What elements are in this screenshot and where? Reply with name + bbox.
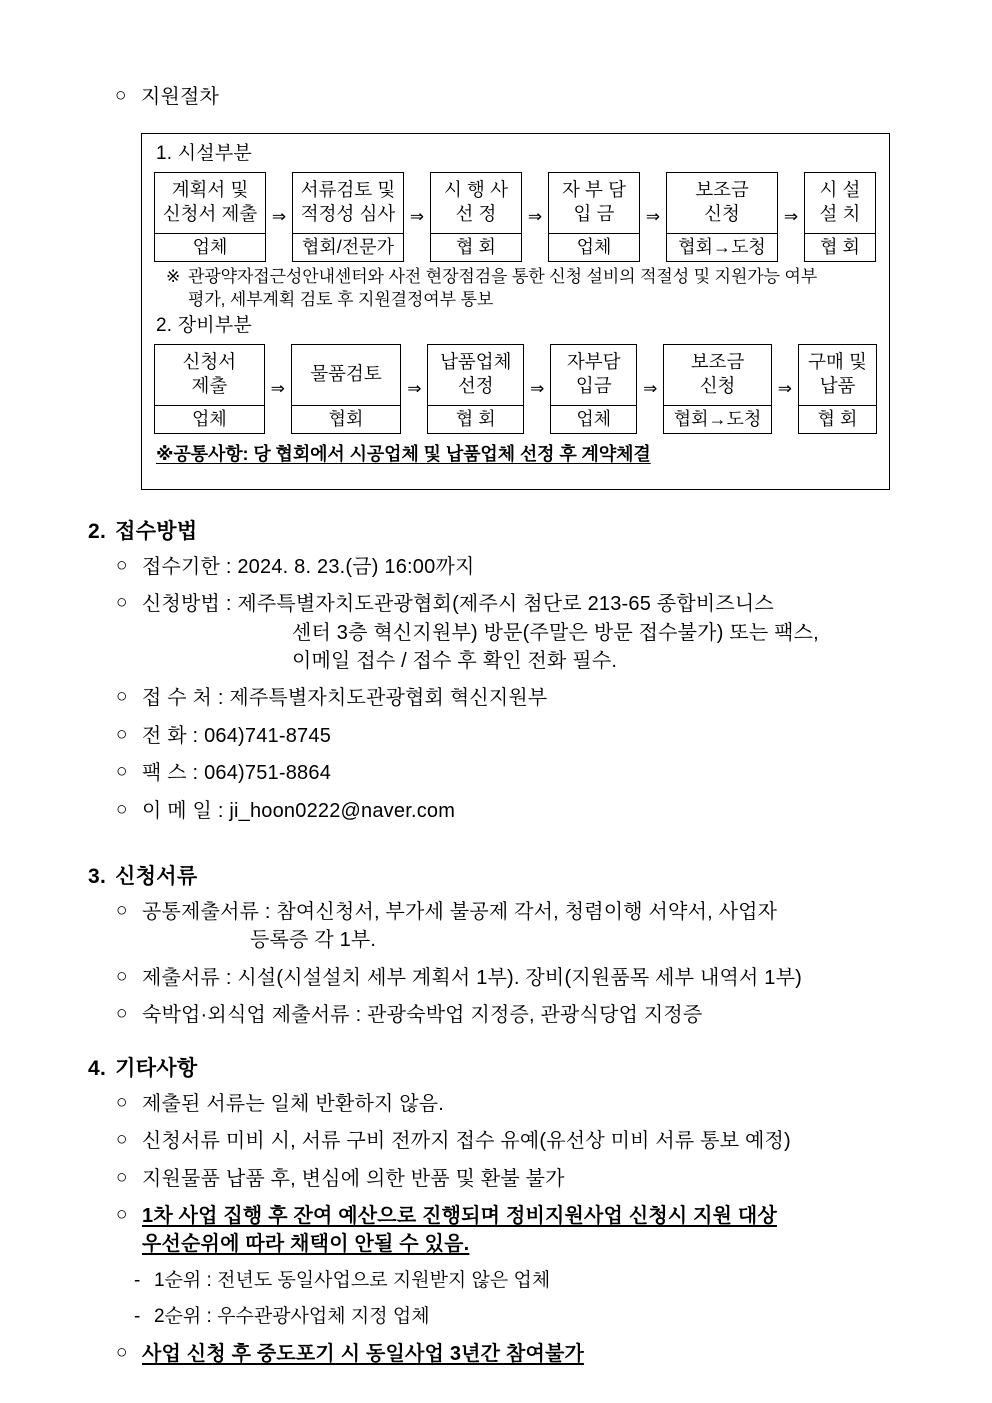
flow-step-box: [292, 172, 404, 263]
apply-method-line2: 센터 3층 혁신지원부) 방문(주말은 방문 접수불가) 또는 팩스,: [292, 621, 819, 644]
flow-step-line1: 시 설: [819, 179, 861, 201]
section4-items: [88, 1090, 968, 1368]
flow-step-title: [293, 173, 403, 234]
flow-step-title: [155, 173, 265, 234]
section3-title: 신청서류: [115, 865, 198, 888]
flow-step-actor: 협 회: [456, 236, 496, 257]
priority-notice-line2: 우선순위에 따라 채택이 안될 수 있음.: [142, 1233, 470, 1256]
list-item: [88, 1090, 968, 1118]
common-documents-line1: 공통제출서류 : 참여신청서, 부가세 불공제 각서, 청렴이행 서약서, 사업자: [142, 900, 778, 923]
flow-step-box: [798, 344, 877, 435]
apply-method-line3: 이메일 접수 / 접수 후 확인 전화 필수.: [292, 649, 618, 672]
list-item: [88, 684, 958, 712]
flow-step-title: [292, 345, 401, 406]
circle-bullet-icon: ○: [116, 1002, 128, 1024]
circle-bullet-icon: ○: [116, 1129, 128, 1151]
circle-bullet-icon: ○: [116, 723, 128, 745]
section2-number: 2.: [88, 520, 107, 543]
flow-step-line1: 자 부 담: [562, 179, 626, 201]
flow-step-line2: 입금: [575, 375, 612, 397]
arrow-right-icon: ⇒: [409, 207, 425, 226]
flow-step-line2: 신청: [704, 203, 740, 225]
phone-text: 전 화 : 064)741-8745: [142, 724, 332, 747]
apply-method-line1: 신청방법 : 제주특별자치도관광협회(제주시 첨단로 213-65 종합비즈니스: [142, 593, 774, 616]
flow-step-line1: 계획서 및: [171, 179, 249, 201]
list-item: [88, 1202, 968, 1259]
list-item: [88, 797, 958, 825]
flow-step-box: [663, 344, 772, 435]
circle-bullet-icon: ○: [115, 85, 127, 106]
flow-step-line1: 물품검토: [310, 363, 382, 385]
section-application-method: [88, 517, 958, 834]
list-item: [88, 964, 958, 992]
section3-heading: [88, 862, 958, 892]
flow-step-box: [550, 344, 637, 435]
flow-step-box: [804, 172, 876, 263]
flow-step-actor: 업체: [576, 236, 612, 257]
arrow-right-icon: ⇒: [530, 379, 545, 399]
arrow-right-icon: ⇒: [271, 207, 287, 226]
facility-flow-row: [154, 172, 877, 263]
fax-text: 팩 스 : 064)751-8864: [142, 762, 332, 785]
flow-step-line1: 자부담: [566, 351, 621, 373]
circle-bullet-icon: ○: [116, 1341, 128, 1363]
email-text: 이 메 일 : ji_hoon0222@naver.com: [142, 799, 456, 822]
list-item: [88, 1268, 968, 1295]
list-item: [88, 898, 958, 955]
list-item: [88, 759, 958, 787]
equipment-flow-row: [154, 344, 877, 435]
no-refund-text: 지원물품 납품 후, 변심에 의한 반품 및 환불 불가: [142, 1167, 565, 1190]
deadline-text: 접수기한 : 2024. 8. 23.(금) 16:00까지: [142, 555, 475, 578]
flow-step-line1: 납품업체: [440, 351, 512, 373]
arrow-right-icon: ⇒: [645, 207, 661, 226]
circle-bullet-icon: ○: [116, 1091, 128, 1113]
section4-heading: [88, 1054, 968, 1084]
facility-note: [166, 266, 877, 312]
circle-bullet-icon: ○: [116, 592, 128, 614]
flow-step-actor: 업체: [576, 408, 612, 429]
arrow-right-icon: ⇒: [407, 379, 422, 399]
flow-step-line1: 신청서: [182, 351, 237, 373]
list-item: [88, 590, 958, 675]
facility-note-line1: 관광약자접근성안내센터와 사전 현장점검을 통한 신청 설비의 적절성 및 지원가능 여부: [188, 267, 818, 287]
arrow-right-icon: ⇒: [643, 379, 658, 399]
dash-bullet-icon: -: [134, 1305, 141, 1327]
flow-step-line1: 보조금: [695, 179, 749, 201]
facility-section-title: 1. 시설부분: [156, 143, 252, 164]
circle-bullet-icon: ○: [116, 1203, 128, 1225]
arrow-right-icon: ⇒: [527, 207, 543, 226]
circle-bullet-icon: ○: [116, 965, 128, 987]
flow-step-actor: 협회→도청: [678, 236, 766, 257]
arrow-right-icon: ⇒: [783, 207, 799, 226]
flow-step-title: [155, 345, 264, 406]
flow-step-actor: 협회→도청: [673, 408, 762, 429]
circle-bullet-icon: ○: [116, 761, 128, 783]
flow-step-line2: 선 정: [455, 203, 497, 225]
circle-bullet-icon: ○: [116, 798, 128, 820]
procedure-flow-frame: [141, 133, 890, 490]
priority-notice-text: [142, 1202, 968, 1259]
section2-title: 접수방법: [115, 520, 198, 543]
list-item: [88, 1127, 968, 1155]
flow-step-box: [154, 344, 265, 435]
common-documents-line2: 등록증 각 1부.: [250, 929, 377, 952]
equipment-section-title: 2. 장비부분: [156, 315, 252, 337]
list-item: [88, 1165, 968, 1193]
section4-number: 4.: [88, 1057, 107, 1080]
priority-notice-line1: 1차 사업 집행 후 잔여 예산으로 진행되며 정비지원사업 신청시 지원 대상: [142, 1204, 777, 1227]
flow-step-line2: 입 금: [573, 203, 615, 225]
section2-items: [88, 553, 958, 825]
priority-2-text: 2순위 : 우수관광사업체 지정 업체: [154, 1305, 430, 1327]
flow-step-box: [154, 172, 266, 263]
flow-step-actor: 협회: [328, 408, 364, 429]
flow-step-line1: 시 행 사: [444, 179, 508, 201]
circle-bullet-icon: ○: [116, 899, 128, 921]
flow-step-title: [431, 173, 521, 234]
bullet-row: [115, 83, 219, 111]
incomplete-documents-text: 신청서류 미비 시, 서류 구비 전까지 접수 유예(유선상 미비 서류 통보 예정): [142, 1130, 791, 1153]
flow-step-title: [664, 345, 771, 406]
flow-step-actor: 협 회: [455, 408, 496, 429]
flow-step-actor: 업체: [191, 408, 227, 429]
facility-note-text: [188, 266, 877, 312]
common-note-text: ※공통사항: 당 협회에서 시공업체 및 납품업체 선정 후 계약체결: [156, 444, 651, 465]
flow-step-box: [548, 172, 640, 263]
flow-step-line1: 구매 및: [808, 351, 867, 373]
section2-heading: [88, 517, 958, 547]
section3-number: 3.: [88, 865, 107, 888]
circle-bullet-icon: ○: [116, 554, 128, 576]
submission-documents-text: 제출서류 : 시설(시설설치 세부 계획서 1부). 장비(지원품목 세부 내역서 1부): [142, 966, 802, 989]
flow-step-box: [666, 172, 778, 263]
dash-bullet-icon: -: [134, 1269, 141, 1291]
list-item: [88, 1304, 968, 1331]
flow-step-line1: 서류검토 및: [300, 179, 396, 201]
flow-step-title: [428, 345, 523, 406]
flow-step-line2: 적정성 심사: [300, 203, 396, 225]
receiving-office-text: 접 수 처 : 제주특별자치도관광협회 혁신지원부: [142, 687, 548, 710]
section4-title: 기타사항: [115, 1057, 198, 1080]
flow-step-actor: 협회/전문가: [302, 236, 394, 257]
flow-step-box: [291, 344, 402, 435]
flow-step-line1: 보조금: [690, 351, 745, 373]
apply-method-text: [142, 590, 958, 675]
flow-step-line2: 제출: [191, 375, 228, 397]
flow-step-title: [549, 173, 639, 234]
arrow-right-icon: ⇒: [270, 379, 285, 399]
flow-step-box: [427, 344, 524, 435]
facility-note-line2: 평가, 세부계획 검토 후 지원결정여부 통보: [188, 290, 494, 310]
circle-bullet-icon: ○: [116, 686, 128, 708]
reference-mark-icon: ※: [166, 267, 181, 287]
flow-step-title: [667, 173, 777, 234]
section3-items: [88, 898, 958, 1030]
section-other-matters: [88, 1054, 968, 1377]
common-documents-text: [142, 898, 958, 955]
priority-1-text: 1순위 : 전년도 동일사업으로 지원받지 않은 업체: [154, 1269, 551, 1291]
flow-step-actor: 업체: [192, 236, 228, 257]
arrow-right-icon: ⇒: [777, 379, 793, 399]
support-procedure-heading: [115, 83, 219, 111]
no-return-text: 제출된 서류는 일체 반환하지 않음.: [142, 1092, 445, 1115]
flow-step-title: [551, 345, 636, 406]
support-procedure-label: 지원절차: [141, 86, 220, 108]
flow-step-actor: 협 회: [820, 236, 860, 257]
flow-step-line2: 선정: [457, 375, 494, 397]
flow-step-actor: 협 회: [817, 408, 858, 429]
lodging-restaurant-documents-text: 숙박업·외식업 제출서류 : 관광숙박업 지정증, 관광식당업 지정증: [142, 1003, 703, 1026]
section-application-documents: [88, 862, 958, 1038]
flow-step-line2: 설 치: [819, 203, 861, 225]
flow-step-line2: 신청서 제출: [162, 203, 258, 225]
flow-step-line2: 신청: [699, 375, 736, 397]
flow-step-title: [799, 345, 876, 406]
list-item: [88, 553, 958, 581]
list-item: [88, 1340, 968, 1368]
flow-step-box: [430, 172, 522, 263]
list-item: [88, 722, 958, 750]
list-item: [88, 1001, 958, 1029]
flow-step-title: [805, 173, 875, 234]
circle-bullet-icon: ○: [116, 1166, 128, 1188]
flow-step-line2: 납품: [819, 375, 856, 397]
withdrawal-restriction-text: 사업 신청 후 중도포기 시 동일사업 3년간 참여불가: [142, 1342, 585, 1365]
